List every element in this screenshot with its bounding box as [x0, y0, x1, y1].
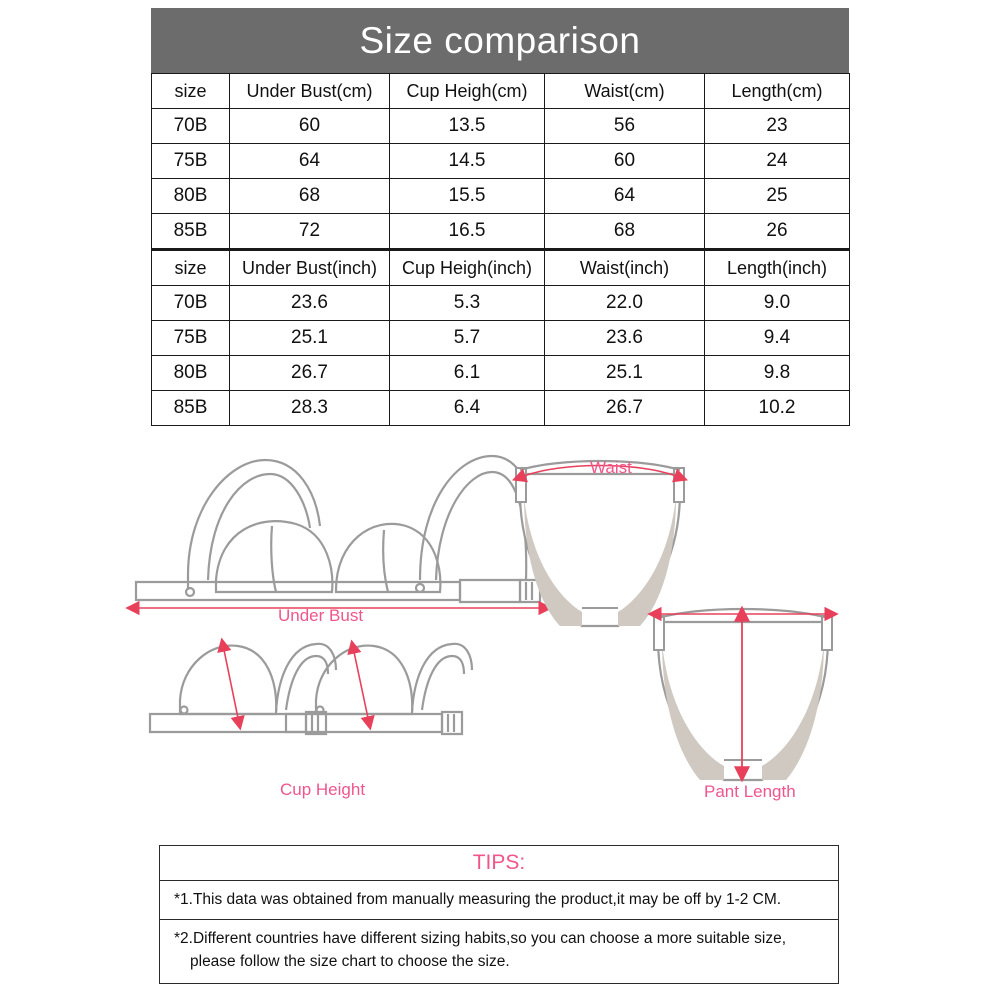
table-row	[152, 179, 850, 214]
cell-length: 23	[705, 109, 850, 144]
table-row	[152, 321, 850, 356]
table-row	[152, 391, 850, 426]
cell-under-bust: 60	[230, 109, 390, 144]
cell-waist: 25.1	[545, 356, 705, 391]
panty-illustration-upper	[516, 461, 684, 626]
cell-cup-height: 6.4	[390, 391, 545, 426]
cell-size: 80B	[152, 356, 230, 391]
cell-waist: 56	[545, 109, 705, 144]
column-header: Cup Heigh(inch)	[390, 250, 545, 286]
table-row	[152, 109, 850, 144]
table-row	[152, 286, 850, 321]
bra-front-illustration	[136, 456, 540, 602]
page-title: Size comparison	[359, 19, 641, 61]
cell-under-bust: 68	[230, 179, 390, 214]
column-header: Waist(inch)	[545, 250, 705, 286]
label-pant-length: Pant Length	[704, 782, 796, 801]
size-table	[151, 73, 850, 426]
column-header: Length(inch)	[705, 250, 850, 286]
tips-line-1: *1.This data was obtained from manually measuring the product,it may be off by 1-2 CM.	[160, 881, 838, 920]
cell-length: 25	[705, 179, 850, 214]
cell-under-bust: 25.1	[230, 321, 390, 356]
tips-line-2	[160, 920, 838, 983]
panty-illustration-lower	[654, 609, 832, 780]
tips-heading-row	[160, 846, 838, 881]
table-row	[152, 214, 850, 250]
column-header: Under Bust(cm)	[230, 74, 390, 109]
column-header: Under Bust(inch)	[230, 250, 390, 286]
cup-height-arrow-right	[354, 652, 368, 718]
cell-under-bust: 72	[230, 214, 390, 250]
cell-waist: 68	[545, 214, 705, 250]
column-header: size	[152, 250, 230, 286]
cell-cup-height: 5.7	[390, 321, 545, 356]
bra-side-illustration-right	[286, 644, 472, 734]
cell-length: 9.8	[705, 356, 850, 391]
column-header: Cup Heigh(cm)	[390, 74, 545, 109]
cup-height-arrow-left	[224, 650, 238, 718]
label-under-bust: Under Bust	[278, 606, 364, 625]
cell-cup-height: 5.3	[390, 286, 545, 321]
cell-under-bust: 28.3	[230, 391, 390, 426]
cell-waist: 26.7	[545, 391, 705, 426]
tips-line-2-b: please follow the size chart to choose the size.	[190, 952, 510, 970]
cell-under-bust: 26.7	[230, 356, 390, 391]
cell-under-bust: 64	[230, 144, 390, 179]
column-header: Length(cm)	[705, 74, 850, 109]
bra-side-illustration-left	[150, 644, 336, 734]
cell-cup-height: 13.5	[390, 109, 545, 144]
tips-box	[159, 845, 839, 984]
page-title-bar	[151, 8, 849, 73]
cell-waist: 23.6	[545, 321, 705, 356]
tips-heading: TIPS:	[472, 851, 526, 874]
cell-size: 75B	[152, 321, 230, 356]
cell-cup-height: 16.5	[390, 214, 545, 250]
cell-waist: 22.0	[545, 286, 705, 321]
cell-size: 70B	[152, 109, 230, 144]
diagram-svg	[120, 430, 880, 830]
cell-cup-height: 14.5	[390, 144, 545, 179]
cell-under-bust: 23.6	[230, 286, 390, 321]
table-header-row-inch	[152, 250, 850, 286]
table-row	[152, 144, 850, 179]
cell-waist: 60	[545, 144, 705, 179]
measurement-diagram	[120, 430, 880, 830]
cell-cup-height: 6.1	[390, 356, 545, 391]
cell-size: 75B	[152, 144, 230, 179]
cell-size: 80B	[152, 179, 230, 214]
cell-size: 70B	[152, 286, 230, 321]
label-waist: Waist	[590, 458, 632, 477]
cell-size: 85B	[152, 214, 230, 250]
cell-length: 26	[705, 214, 850, 250]
table-header-row-cm	[152, 74, 850, 109]
table-row	[152, 356, 850, 391]
cell-length: 24	[705, 144, 850, 179]
cell-length: 9.0	[705, 286, 850, 321]
label-cup-height: Cup Height	[280, 780, 366, 799]
cell-waist: 64	[545, 179, 705, 214]
column-header: Waist(cm)	[545, 74, 705, 109]
cell-cup-height: 15.5	[390, 179, 545, 214]
tips-line-2-a: *2.Different countries have different sizing habits,so you can choose a more suitable size,	[174, 930, 787, 948]
cell-length: 9.4	[705, 321, 850, 356]
cell-length: 10.2	[705, 391, 850, 426]
column-header: size	[152, 74, 230, 109]
cell-size: 85B	[152, 391, 230, 426]
